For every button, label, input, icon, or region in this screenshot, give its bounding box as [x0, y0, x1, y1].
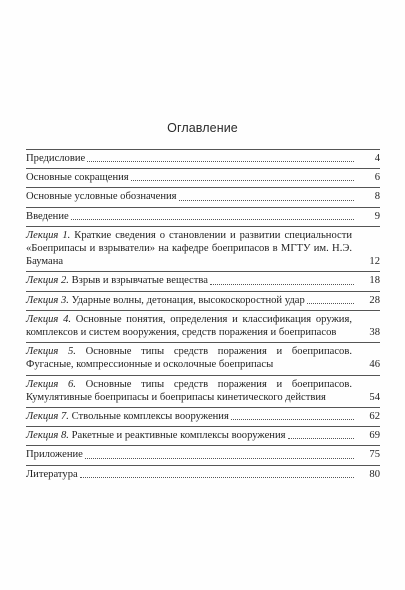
toc-entry-appendix[interactable] [26, 446, 380, 464]
toc-entry-page: 75 [369, 449, 380, 461]
lecture-number: Лекция 3. [26, 294, 69, 306]
toc-entry-title: Основные сокращения [26, 172, 129, 184]
dot-leader [87, 161, 354, 162]
dot-leader [85, 458, 354, 459]
toc-heading: Оглавление [167, 121, 238, 135]
dot-leader [80, 477, 354, 478]
toc-entry-lecture-2[interactable] [26, 272, 380, 290]
toc-entry-page: 9 [374, 210, 380, 222]
toc-entry-text [26, 378, 358, 404]
dot-leader [131, 180, 354, 181]
toc-entry-lecture-5[interactable] [26, 343, 380, 374]
toc-entry-page: 38 [369, 327, 380, 339]
toc-entry-page: 6 [374, 172, 380, 184]
toc-entry-lecture-3[interactable] [26, 292, 380, 310]
toc-entry-references[interactable] [26, 466, 380, 484]
toc-entry-title: Основные типы средств поражения и боеприпасов. Кумулятивные боеприпасы и боеприпасы кинетического действия [26, 378, 352, 403]
lecture-number: Лекция 6. [26, 378, 76, 390]
toc-entry-page: 8 [374, 191, 380, 203]
toc-entry-lecture-4[interactable] [26, 311, 380, 342]
toc-entry-text [26, 429, 286, 442]
toc-entry-abbreviations[interactable] [26, 169, 380, 187]
table-of-contents [26, 149, 380, 484]
lecture-number: Лекция 1. [26, 229, 71, 241]
lecture-number: Лекция 4. [26, 313, 72, 325]
lecture-number: Лекция 5. [26, 346, 76, 358]
toc-entry-title: Предисловие [26, 153, 86, 164]
toc-entry-lecture-6[interactable] [26, 376, 380, 407]
toc-entry-title: Введение [26, 210, 69, 222]
toc-entry-title: Приложение [26, 449, 83, 461]
toc-entry-text [26, 313, 358, 339]
toc-entry-page: 12 [369, 256, 380, 268]
dot-leader [288, 438, 355, 439]
lecture-number: Лекция 8. [26, 430, 69, 442]
toc-entry-title: Основные условные обозначения [26, 191, 177, 203]
toc-entry-title: Основные понятия, определения и классификация оружия, комплексов и систем вооружения, средств поражения и боеприпасов [26, 313, 352, 339]
toc-entry-title: Взрыв и взрывчатые вещества [71, 275, 208, 287]
toc-entry-title: Ракетные и реактивные комплексы вооружения [71, 430, 286, 442]
toc-entry-page: 18 [369, 275, 380, 287]
toc-entry-text [26, 229, 358, 269]
toc-entry-title: Ствольные комплексы вооружения [71, 411, 229, 423]
toc-entry-page: 4 [374, 153, 380, 164]
lecture-number: Лекция 2. [26, 275, 69, 287]
toc-entry-page: 54 [369, 391, 380, 403]
toc-entry-text [26, 345, 358, 371]
toc-entry-introduction[interactable] [26, 208, 380, 226]
dot-leader [307, 303, 354, 304]
toc-entry-text [26, 294, 305, 307]
dot-leader [210, 284, 354, 285]
lecture-number: Лекция 7. [26, 411, 69, 423]
toc-entry-preface[interactable] [26, 150, 380, 168]
toc-entry-page: 80 [369, 468, 380, 480]
toc-entry-title: Ударные волны, детонация, высокоскоростной удар [71, 294, 305, 306]
toc-entry-notation[interactable] [26, 188, 380, 206]
dot-leader [71, 219, 354, 220]
toc-entry-lecture-7[interactable] [26, 408, 380, 426]
toc-entry-text [26, 274, 208, 287]
toc-entry-lecture-1[interactable] [26, 227, 380, 272]
toc-entry-text [26, 410, 229, 423]
toc-entry-page: 28 [369, 294, 380, 306]
toc-entry-title: Основные типы средств поражения и боеприпасов. Фугасные, компрессионные и осколочные боеприпасы [26, 346, 352, 371]
toc-entry-page: 69 [369, 430, 380, 442]
toc-entry-title: Литература [26, 468, 78, 480]
toc-entry-lecture-8[interactable] [26, 427, 380, 445]
toc-entry-page: 62 [369, 411, 380, 423]
dot-leader [231, 419, 354, 420]
toc-entry-page: 46 [369, 359, 380, 371]
dot-leader [179, 200, 354, 201]
toc-entry-title: Краткие сведения о становлении и развитии специальности «Боеприпасы и взрыватели» на кафедре боеприпасов в МГТУ им. Н.Э. Баумана [26, 229, 353, 268]
